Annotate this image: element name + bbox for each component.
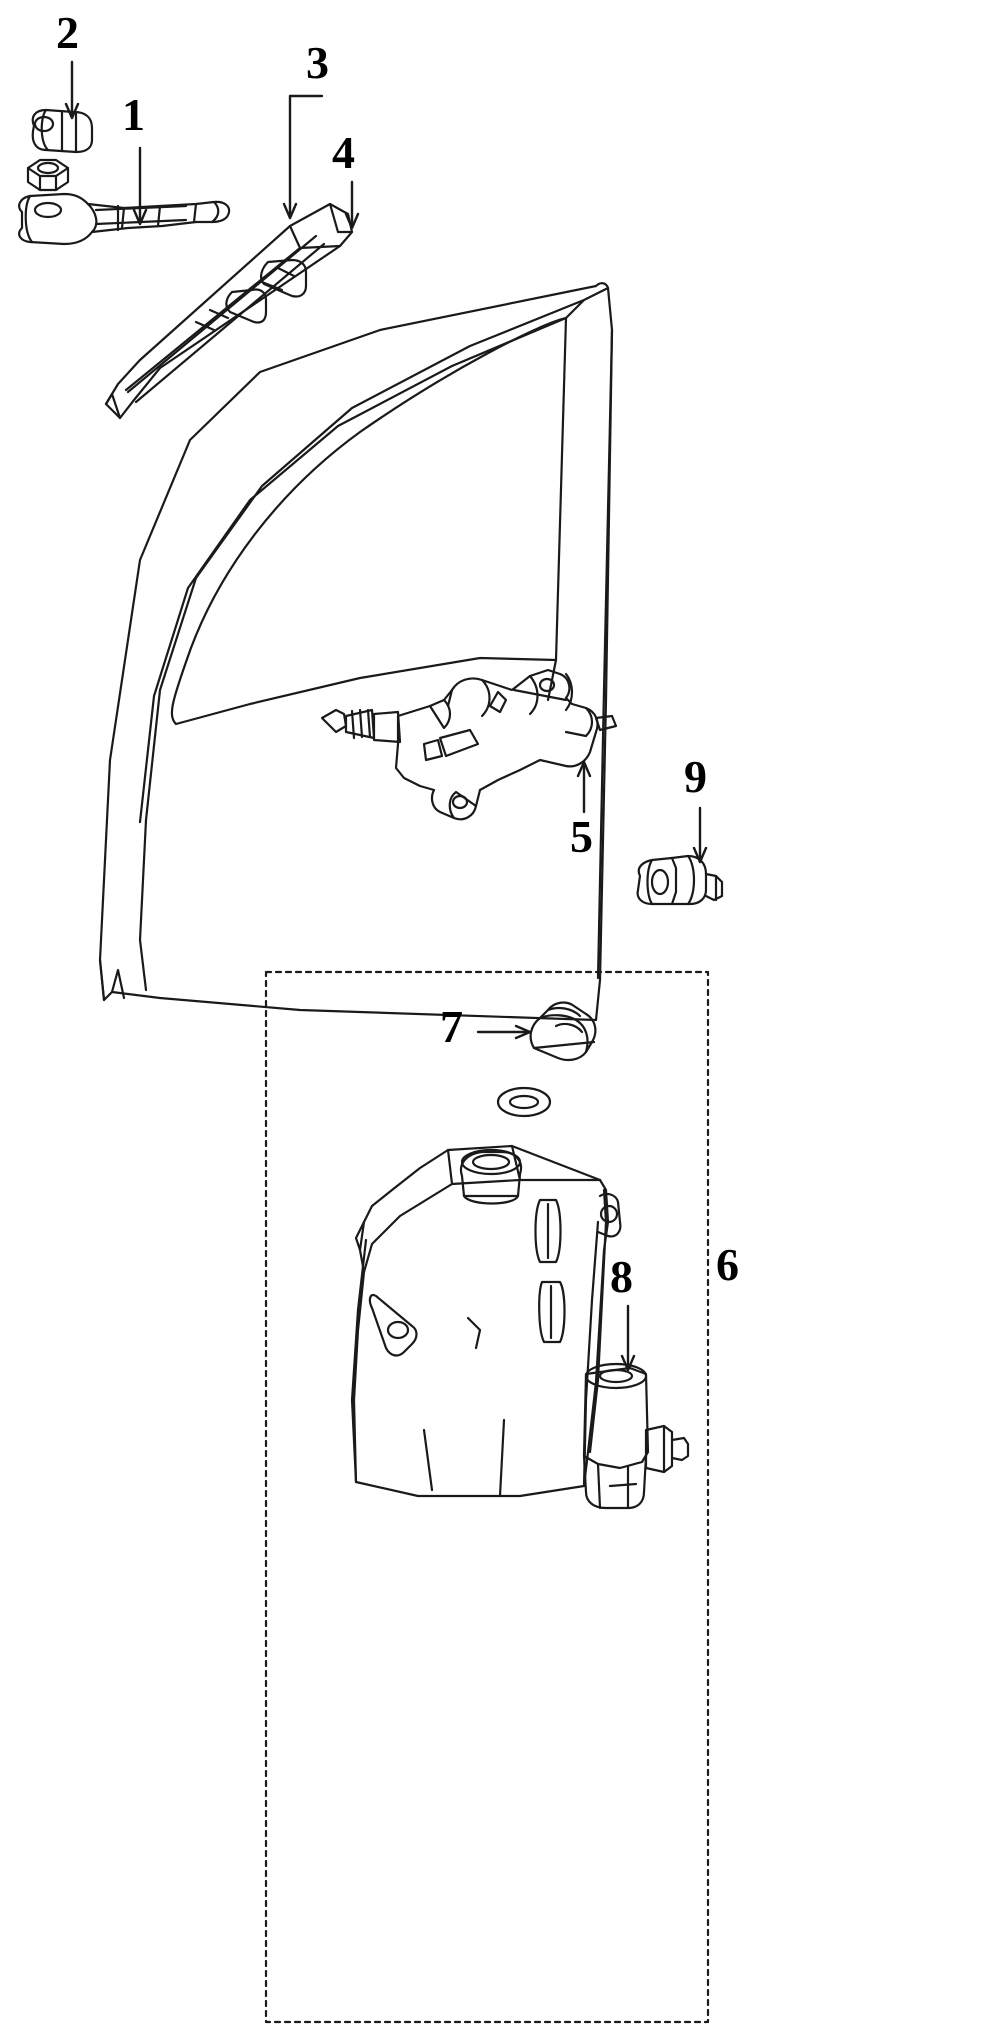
wiper-blade <box>106 204 352 418</box>
callout-label-3: 3 <box>306 37 329 88</box>
wiper-arm <box>19 194 229 244</box>
callout-label-4: 4 <box>332 127 355 178</box>
wiper-arm-nut-cap <box>28 110 92 190</box>
liftgate-panel <box>100 283 612 1020</box>
callout-label-8: 8 <box>610 1251 633 1302</box>
callout-label-2: 2 <box>56 7 79 58</box>
callout-label-5: 5 <box>570 811 593 862</box>
reservoir-grommet <box>498 1088 550 1116</box>
callout-label-1: 1 <box>122 89 145 140</box>
washer-nozzle <box>638 856 722 904</box>
callout-label-7: 7 <box>440 1001 463 1052</box>
callout-label-9: 9 <box>684 751 707 802</box>
reservoir-filler-cap <box>531 1003 596 1060</box>
washer-pump <box>584 1364 688 1508</box>
callout-label-6: 6 <box>716 1239 739 1290</box>
rear-wiper-motor <box>322 670 616 819</box>
washer-reservoir-tank <box>352 1146 620 1496</box>
